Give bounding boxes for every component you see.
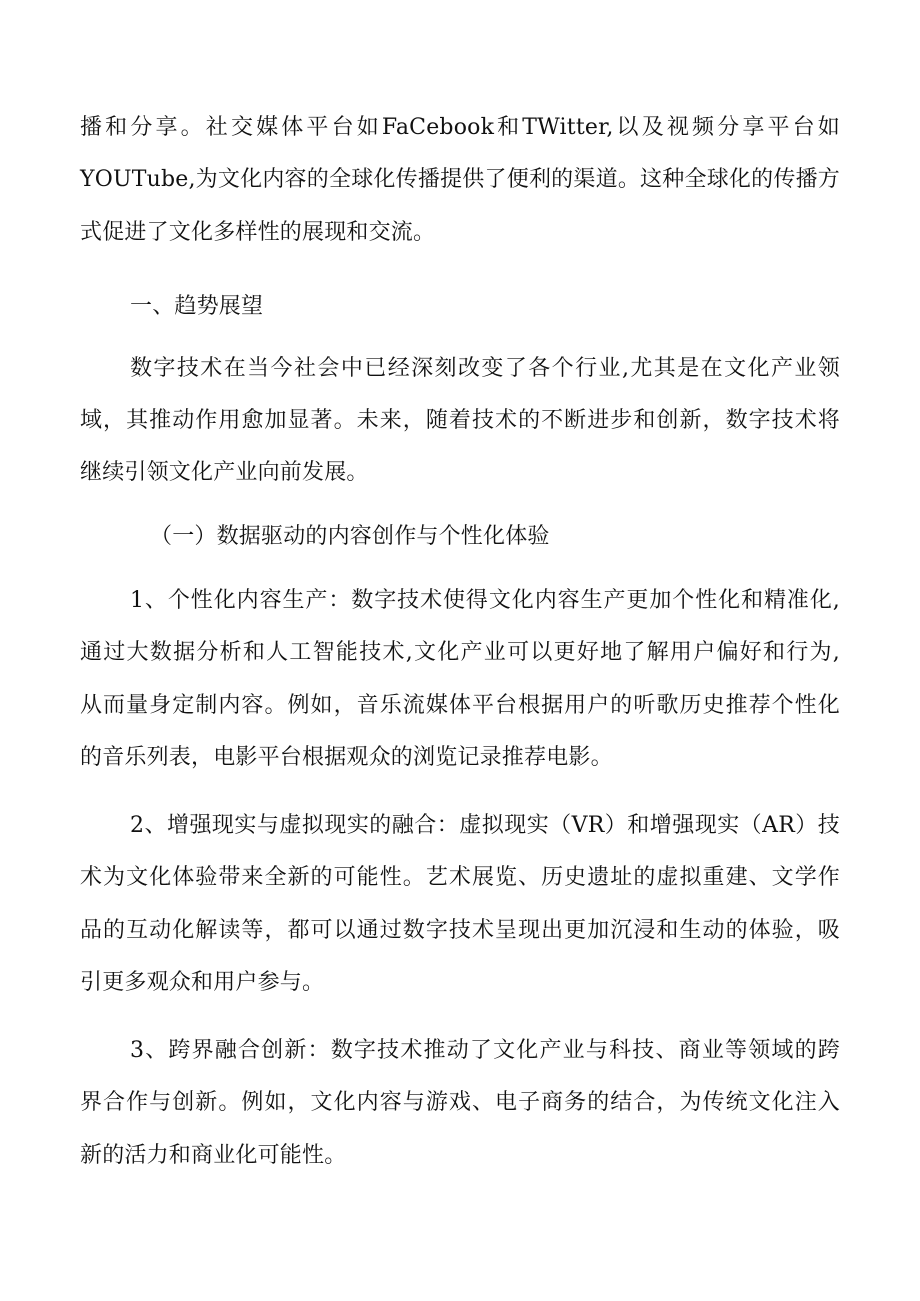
text-line: 播和分享。社交媒体平台如FaCebook和TWitter,以及视频分享平台如 [80,115,840,140]
text-line: 2、增强现实与虚拟现实的融合：虚拟现实（VR）和增强现实（AR）技 [130,813,840,838]
text-line: 式促进了文化多样性的展现和交流。 [80,220,436,245]
text-line: YOUTube,为文化内容的全球化传播提供了便利的渠道。这种全球化的传播方 [80,167,840,192]
text-line: 3、跨界融合创新：数字技术推动了文化产业与科技、商业等领域的跨 [130,1038,840,1063]
text-line: 继续引领文化产业向前发展。 [80,460,369,485]
subsection-heading: （一）数据驱动的内容创作与个性化体验 [150,524,550,549]
text-line: 引更多观众和用户参与。 [80,970,325,995]
text-line: 从而量身定制内容。例如，音乐流媒体平台根据用户的听歌历史推荐个性化 [80,693,840,718]
text-line: 数字技术在当今社会中已经深刻改变了各个行业,尤其是在文化产业领 [130,356,840,381]
text-line: 新的活力和商业化可能性。 [80,1143,347,1168]
text-line: 域，其推动作用愈加显著。未来，随着技术的不断进步和创新，数字技术将 [80,408,840,433]
text-line: 术为文化体验带来全新的可能性。艺术展览、历史遗址的虚拟重建、文学作 [80,865,840,890]
text-line: 界合作与创新。例如，文化内容与游戏、电子商务的结合，为传统文化注入 [80,1090,840,1115]
text-line: 的音乐列表，电影平台根据观众的浏览记录推荐电影。 [80,745,613,770]
text-line: 通过大数据分析和人工智能技术,文化产业可以更好地了解用户偏好和行为, [80,640,840,665]
section-heading: 一、趋势展望 [130,294,264,319]
text-line: 品的互动化解读等，都可以通过数字技术呈现出更加沉浸和生动的体验，吸 [80,918,840,943]
text-line: 1、个性化内容生产：数字技术使得文化内容生产更加个性化和精准化, [130,588,840,613]
